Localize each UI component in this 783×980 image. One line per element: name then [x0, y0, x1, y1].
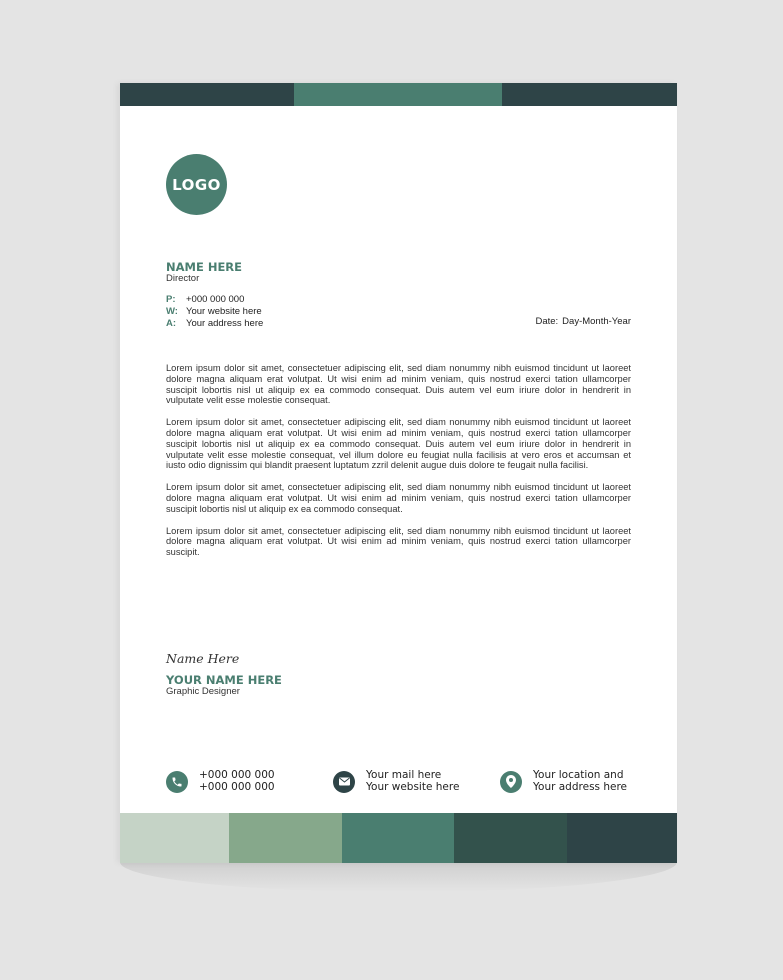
footer-web-line: Your mail here [366, 769, 442, 781]
footer-phone-text [199, 770, 275, 793]
footer-location [500, 770, 627, 793]
footer-web-line: Your website here [366, 780, 460, 793]
sender-role: Director [166, 273, 200, 284]
location-pin-icon [500, 771, 522, 793]
body-paragraph: Lorem ipsum dolor sit amet, consectetuer adipiscing elit, sed diam nonummy nibh euismod tincidunt ut laoreet dolore magna aliquam erat volutpat. Ut wisi enim ad minim veniam, quis nostrud exerci tation ullamcorper suscipit lobortis nisl ut aliquip ex ea commodo consequat. [166, 482, 631, 514]
body-paragraph: Lorem ipsum dolor sit amet, consectetuer adipiscing elit, sed diam nonummy nibh euismod tincidunt ut laoreet dolore magna aliquam erat volutpat. Ut wisi enim ad minim veniam, quis nostrud exerci tation ullamcorper suscipit lobortis nisl ut aliquip ex ea commodo consequat. Duis autem vel eum iriure dolor in hendrerit in vulputate velit esse molestie consequat. [166, 363, 631, 406]
logo-text: LOGO [172, 175, 221, 194]
phone-icon [166, 771, 188, 793]
contact-row-phone [166, 294, 263, 306]
mail-icon [333, 771, 355, 793]
contact-row-website [166, 306, 263, 318]
contact-value: Your address here [186, 318, 264, 329]
footer-location-text [533, 770, 627, 793]
bottom-bar-segment-2 [229, 813, 342, 863]
contact-label: P: [166, 294, 176, 305]
bottom-bar-segment-4 [454, 813, 567, 863]
sender-name: NAME HERE [166, 260, 243, 274]
body-paragraph: Lorem ipsum dolor sit amet, consectetuer adipiscing elit, sed diam nonummy nibh euismod tincidunt ut laoreet dolore magna aliquam erat volutpat. Ut wisi enim ad minim veniam, quis nostrud exerci tation ullamcorper suscipit. [166, 525, 631, 558]
body-paragraph: Lorem ipsum dolor sit amet, consectetuer adipiscing elit, sed diam nonummy nibh euismod tincidunt ut laoreet dolore magna aliquam erat volutpat. Ut wisi enim ad minim veniam, quis nostrud exerci tation ullamcorper suscipit lobortis nisl ut aliquip ex ea commodo consequat. Duis autem vel eum iriure dolor in hendrerit in vulputate velit esse molestie consequat, vel illum dolore eu feugiat nulla facilisis at vero eros et accumsan et iusto odio dignissim qui blandit praesent luptatum zzril delenit augue duis dolore te feugait nulla facilisi. [166, 417, 631, 471]
page-shadow [120, 862, 677, 892]
footer-location-line: Your location and [533, 769, 624, 781]
signatory-title: Graphic Designer [166, 686, 240, 697]
footer-phone [166, 770, 275, 793]
company-logo [166, 154, 227, 215]
footer-location-line: Your address here [533, 780, 628, 793]
top-bar-segment-right [502, 83, 677, 106]
contact-row-address [166, 318, 263, 330]
signatory-name: YOUR NAME HERE [166, 673, 282, 687]
letter-body [166, 363, 631, 569]
date-label: Date: [535, 316, 559, 327]
bottom-bar-segment-1 [120, 813, 229, 863]
footer-phone-line: +000 000 000 [199, 780, 275, 793]
contact-label: A: [166, 318, 177, 329]
sender-contact-block [166, 294, 263, 330]
contact-value: +000 000 000 [186, 294, 245, 305]
footer-web-text [366, 770, 459, 793]
top-bar-segment-middle [294, 83, 502, 106]
date-line [535, 316, 631, 327]
contact-label: W: [166, 306, 178, 317]
footer-phone-line: +000 000 000 [199, 769, 275, 781]
bottom-bar-segment-3 [342, 813, 454, 863]
top-color-bar [120, 83, 677, 106]
handwritten-signature: Name Here [166, 651, 240, 666]
bottom-bar-segment-5 [567, 813, 677, 863]
top-bar-segment-left [120, 83, 294, 106]
letterhead-page [120, 83, 677, 863]
bottom-color-bar [120, 813, 677, 863]
contact-value: Your website here [186, 306, 262, 317]
date-value: Day-Month-Year [562, 316, 631, 327]
footer-web [333, 770, 459, 793]
